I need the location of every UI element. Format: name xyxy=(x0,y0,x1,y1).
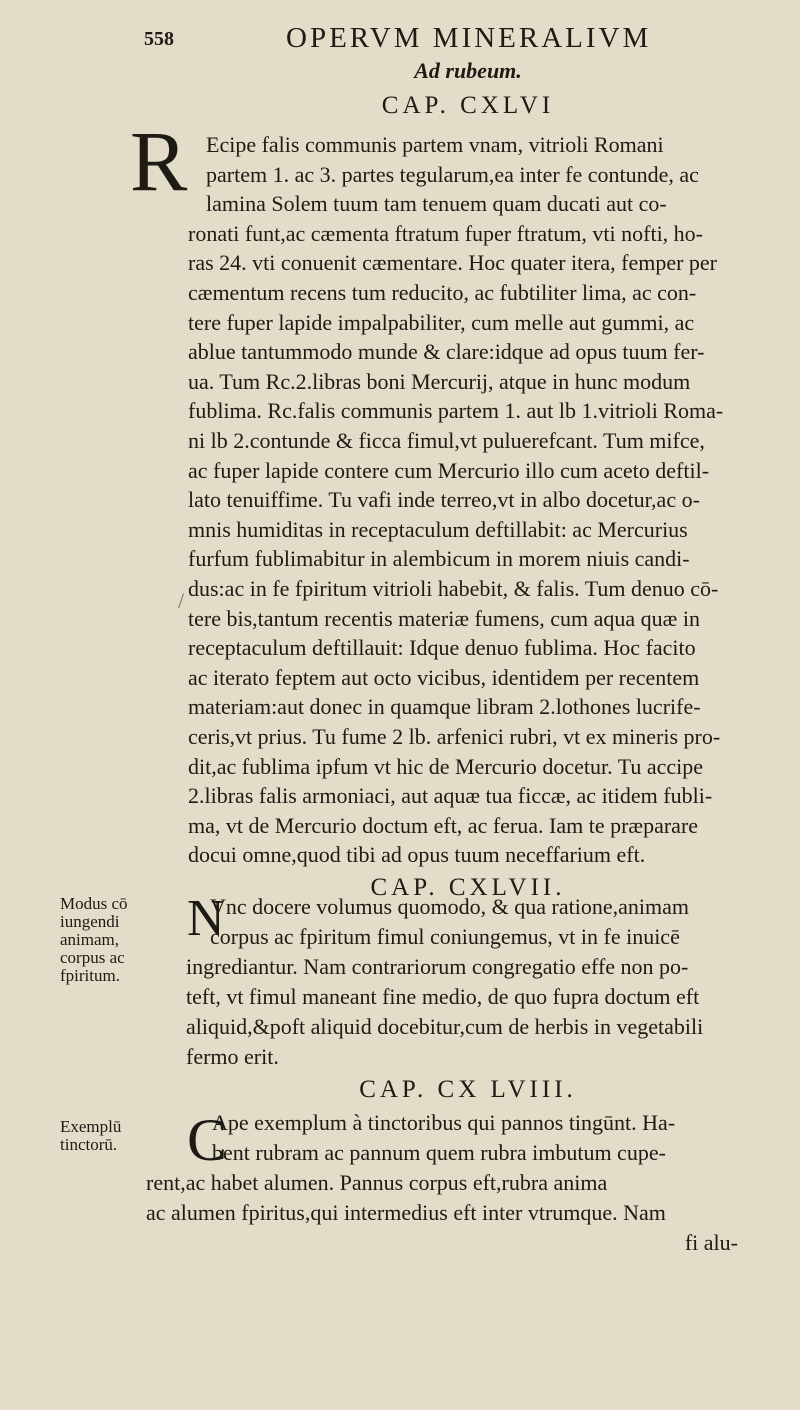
drop-cap-c: C xyxy=(187,1107,228,1173)
text-line: receptaculum deftillauit: Idque denuo fublima. Hoc facito xyxy=(188,635,696,661)
text-line: aliquid,&poft aliquid docebitur,cum de herbis in vegetabili xyxy=(186,1014,704,1039)
text-line: Ape exemplum à tinctoribus qui pannos tingūnt. Ha- xyxy=(212,1110,676,1135)
drop-cap-r: R xyxy=(130,113,188,209)
drop-cap-n: N xyxy=(187,890,225,947)
text-line: ronati funt,ac cæmenta ftratum fuper ftratum, vti nofti, ho- xyxy=(188,220,704,246)
chapter-heading-147: CAP. CXLVII. xyxy=(370,874,566,901)
text-line: tere bis,tantum recentis materiæ fumens, cum aqua quæ in xyxy=(188,605,700,631)
text-line: lato tenuiffime. Tu vafi inde terreo,vt in albo docetur,ac o- xyxy=(188,487,700,513)
text-line: cæmentum recens tum reducito, ac fubtiliter lima, ac con- xyxy=(188,280,697,305)
text-line: docui omne,quod tibi ad opus tuum neceffarium eft. xyxy=(188,842,646,868)
text-line: 2.libras falis armoniaci, aut aquæ tua ficcæ, ac itidem fubli- xyxy=(188,783,713,809)
margin-note-modus xyxy=(60,895,130,985)
text-line: fi alu- xyxy=(684,1230,738,1255)
section-title: Ad rubeum. xyxy=(414,58,522,83)
text-line: ma, vt de Mercurio doctum eft, ac ferua. Iam te præparare xyxy=(188,812,699,838)
margin-note-line: animam, xyxy=(60,930,120,949)
text-line: ac alumen fpiritus,qui intermedius eft inter vtrumque. Nam xyxy=(146,1200,666,1225)
text-line: materiam:aut donec in quamque libram 2.lothones lucrife- xyxy=(188,694,701,720)
text-line: Vnc docere volumus quomodo, & qua ratione,animam xyxy=(210,894,689,919)
text-line: ras 24. vti conuenit cæmentare. Hoc quater itera, femper per xyxy=(188,250,717,276)
text-line: corpus ac fpiritum fimul coniungemus, vt in fe inuicē xyxy=(210,924,680,949)
page-number: 558 xyxy=(144,28,174,50)
text-line: mnis humiditas in receptaculum deftillabit: ac Mercurius xyxy=(188,516,688,542)
text-line: tere fuper lapide impalpabiliter, cum melle aut gummi, ac xyxy=(188,309,695,335)
text-line: ingrediantur. Nam contrariorum congregatio effe non po- xyxy=(186,954,689,979)
margin-note-line: corpus ac xyxy=(60,948,125,967)
text-line: fermo erit. xyxy=(186,1044,279,1069)
text-line: bent rubram ac pannum quem rubra imbutum cupe- xyxy=(212,1140,666,1165)
text-line: teft, vt fimul maneant fine medio, de quo fupra doctum eft xyxy=(186,984,700,1009)
page-header xyxy=(144,20,704,60)
chapter-heading-148: CAP. CX LVIII. xyxy=(359,1076,577,1103)
margin-note-line: iungendi xyxy=(60,912,120,931)
text-line: lamina Solem tuum tam tenuem quam ducati aut co- xyxy=(206,191,667,217)
text-line: Ecipe falis communis partem vnam, vitrioli Romani xyxy=(206,132,664,157)
text-line: ceris,vt prius. Tu fume 2 lb. arfenici rubri, vt ex mineris pro- xyxy=(188,724,721,749)
margin-note-line: fpiritum. xyxy=(60,966,120,985)
margin-note-exemplum xyxy=(60,1118,130,1154)
margin-mark: / xyxy=(178,588,185,613)
text-line: ua. Tum Rc.2.libras boni Mercurij, atque in hunc modum xyxy=(188,368,691,394)
text-line: ac iterato feptem aut octo vicibus, identidem per recentem xyxy=(188,664,700,690)
chapter-heading-146: CAP. CXLVI xyxy=(381,92,555,119)
text-line: dit,ac fublima ipfum vt hic de Mercurio docetur. Tu accipe xyxy=(188,753,704,779)
text-line: furfum fublimabitur in alembicum in morem niuis candi- xyxy=(188,546,690,572)
text-line: dus:ac in fe fpiritum vitrioli habebit, & falis. Tum denuo cō- xyxy=(188,576,719,601)
margin-note-line: tinctorū. xyxy=(60,1135,118,1154)
running-head: OPERVM MINERALIVM xyxy=(286,22,652,54)
text-line: partem 1. ac 3. partes tegularum,ea inter fe contunde, ac xyxy=(206,161,699,187)
text-line: rent,ac habet alumen. Pannus corpus eft,rubra anima xyxy=(146,1170,608,1195)
text-line: fublima. Rc.falis communis partem 1. aut lb 1.vitrioli Roma- xyxy=(188,398,724,424)
text-line: ac fuper lapide contere cum Mercurio illo cum aceto deftil- xyxy=(188,457,710,483)
text-line: ablue tantummodo munde & clare:idque ad opus tuum fer- xyxy=(188,339,705,365)
margin-note-line: Exemplū xyxy=(60,1117,122,1136)
text-line: ni lb 2.contunde & ficca fimul,vt puluerefcant. Tum mifce, xyxy=(188,428,705,453)
margin-note-line: Modus cō xyxy=(60,894,128,913)
